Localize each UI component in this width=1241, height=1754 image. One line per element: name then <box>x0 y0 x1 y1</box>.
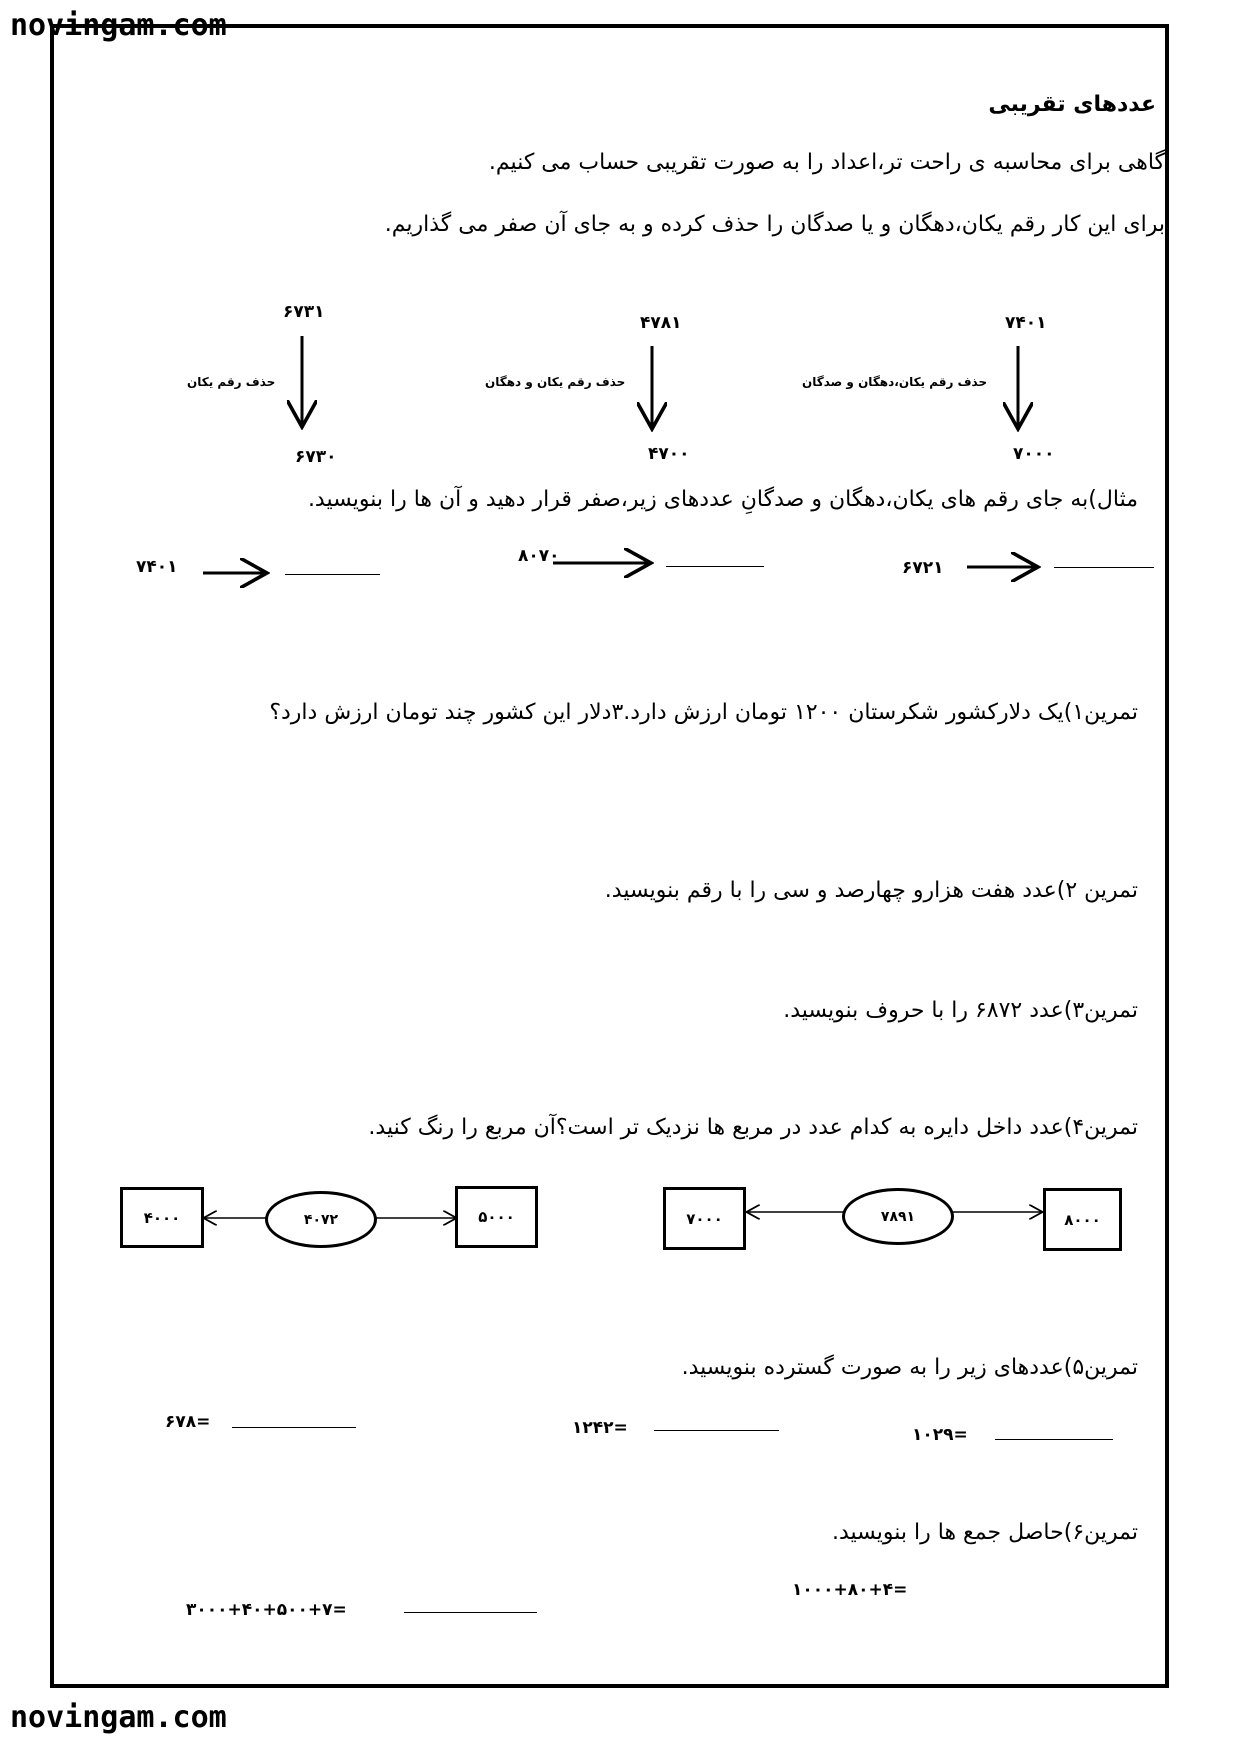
page-title: عددهای تقریبی <box>988 92 1156 117</box>
answer-line[interactable] <box>1054 567 1154 568</box>
number-circle: ۷۸۹۱ <box>842 1188 954 1245</box>
number-circle: ۴۰۷۲ <box>265 1191 377 1248</box>
answer-line[interactable] <box>404 1612 537 1613</box>
sum-item: ۱۰۰۰+۸۰+۴= <box>792 1580 908 1600</box>
number-box[interactable]: ۸۰۰۰ <box>1043 1188 1122 1251</box>
example-instruction: مثال)به جای رقم های یکان،دهگان و صدگانِ عددهای زیر،صفر قرار دهید و آن ها را بنویسید. <box>307 487 1138 512</box>
number-box[interactable]: ۴۰۰۰ <box>120 1187 204 1248</box>
demo-label: حذف رقم یکان <box>187 375 276 389</box>
watermark-top: novingam.com <box>10 8 227 43</box>
example-number: ۶۷۲۱ <box>902 558 944 578</box>
exercise-5: تمرین۵)عددهای زیر را به صورت گسترده بنویسید. <box>681 1355 1138 1380</box>
demo-number-top: ۷۴۰۱ <box>1005 313 1047 333</box>
expand-item: ۱۲۴۲= <box>572 1418 628 1438</box>
exercise-6: تمرین۶)حاصل جمع ها را بنویسید. <box>831 1520 1138 1545</box>
demo-number-bottom: ۶۷۳۰ <box>295 447 337 467</box>
example-number: ۷۴۰۱ <box>136 557 178 577</box>
sum-item: ۳۰۰۰+۴۰+۵۰۰+۷= <box>186 1600 347 1620</box>
answer-line[interactable] <box>654 1430 779 1431</box>
answer-line[interactable] <box>285 574 380 575</box>
demo-label: حذف رقم یکان،دهگان و صدگان <box>802 375 988 389</box>
intro-line-2: برای این کار رقم یکان،دهگان و یا صدگان را حذف کرده و به جای آن صفر می گذاریم. <box>384 212 1165 237</box>
exercise-3: تمرین۳)عدد ۶۸۷۲ را با حروف بنویسید. <box>783 998 1138 1023</box>
exercise-4: تمرین۴)عدد داخل دایره به کدام عدد در مربع ها نزدیک تر است؟آن مربع را رنگ کنید. <box>368 1115 1138 1140</box>
answer-line[interactable] <box>666 566 764 567</box>
example-number: ۸۰۷۰ <box>518 546 560 566</box>
expand-item: ۱۰۲۹= <box>912 1425 968 1445</box>
exercise-1: تمرین۱)یک دلارکشور شکرستان ۱۲۰۰ تومان ارزش دارد.۳دلار این کشور چند تومان ارزش دارد؟ <box>269 700 1138 725</box>
demo-label: حذف رقم یکان و دهگان <box>485 375 626 389</box>
answer-line[interactable] <box>232 1427 356 1428</box>
number-box[interactable]: ۵۰۰۰ <box>455 1186 538 1248</box>
demo-number-bottom: ۴۷۰۰ <box>648 444 690 464</box>
demo-number-bottom: ۷۰۰۰ <box>1013 444 1055 464</box>
watermark-bottom: novingam.com <box>10 1700 227 1735</box>
demo-number-top: ۶۷۳۱ <box>283 302 325 322</box>
expand-item: ۶۷۸= <box>165 1412 211 1432</box>
intro-line-1: گاهی برای محاسبه ی راحت تر،اعداد را به صورت تقریبی حساب می کنیم. <box>488 150 1165 175</box>
answer-line[interactable] <box>995 1439 1113 1440</box>
demo-number-top: ۴۷۸۱ <box>640 313 682 333</box>
number-box[interactable]: ۷۰۰۰ <box>663 1187 746 1250</box>
exercise-2: تمرین ۲)عدد هفت هزارو چهارصد و سی را با رقم بنویسید. <box>604 878 1138 903</box>
